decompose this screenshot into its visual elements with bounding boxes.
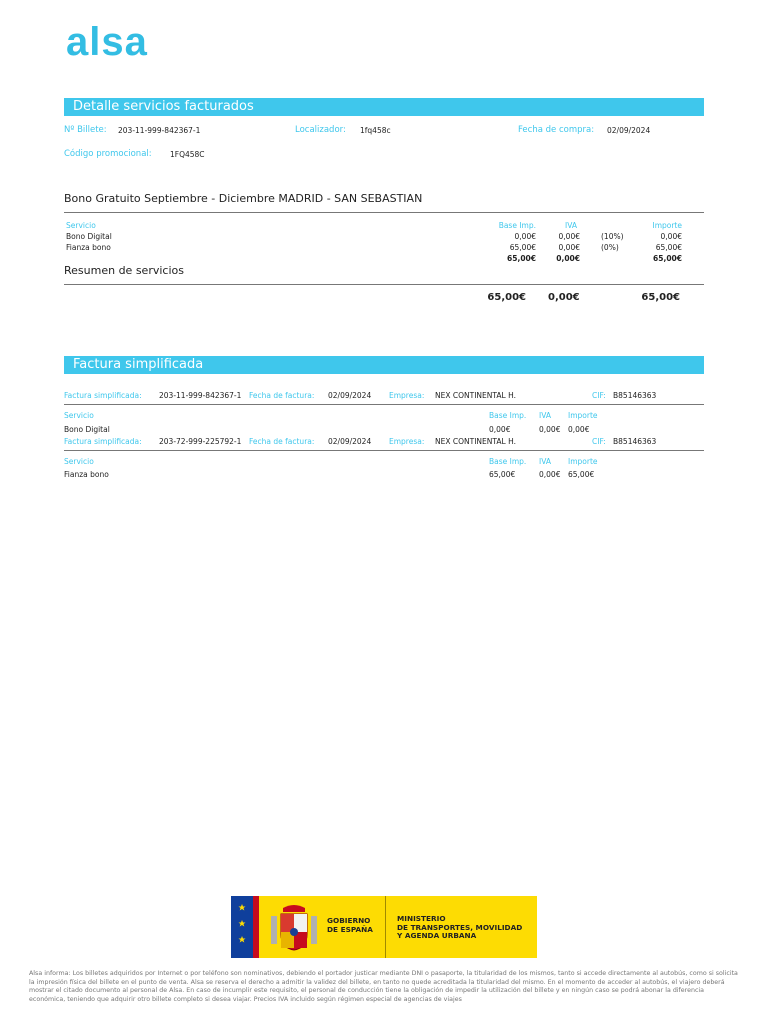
bono-title: Bono Gratuito Septiembre - Diciembre MADRID - SAN SEBASTIAN: [64, 192, 423, 205]
factura-number: 203-72-999-225792-1: [159, 437, 242, 446]
iva-pct-cell: (10%): [601, 232, 624, 241]
spain-flag-stripe: [253, 896, 259, 958]
billete-value: 203-11-999-842367-1: [118, 126, 201, 135]
servicio-cell: Bono Digital: [64, 425, 110, 434]
subtotal-base: 65,00€: [507, 254, 536, 263]
resumen-base: 65,00€: [487, 292, 526, 303]
localizador-label: Localizador:: [295, 125, 346, 135]
factura-label: Factura simplificada:: [64, 437, 142, 446]
localizador-value: 1fq458c: [360, 126, 391, 135]
empresa-label: Empresa:: [389, 391, 425, 400]
divider: [64, 404, 704, 405]
base-cell: 65,00€: [509, 243, 536, 252]
col-header-importe: Importe: [652, 221, 682, 230]
importe-cell: 0,00€: [568, 425, 590, 434]
iva-cell: 0,00€: [539, 470, 561, 479]
fecha-factura-value: 02/09/2024: [328, 437, 372, 446]
col-header-base: Base Imp.: [489, 411, 527, 420]
col-header-base: Base Imp.: [489, 457, 527, 466]
subtotal-iva: 0,00€: [556, 254, 580, 263]
divider: [64, 212, 704, 213]
ministerio-line: DE TRANSPORTES, MOVILIDAD: [397, 922, 523, 932]
col-header-base: Base Imp.: [498, 221, 536, 230]
empresa-label: Empresa:: [389, 437, 425, 446]
codigo-promocional-value: 1FQ458C: [170, 150, 205, 159]
coat-of-arms-icon: [269, 902, 319, 952]
cif-value: B85146363: [613, 391, 657, 400]
importe-cell: 65,00€: [655, 243, 682, 252]
alsa-logo: alsa: [66, 20, 148, 64]
divider: [64, 284, 704, 285]
gobierno-espana-banner: [231, 896, 537, 958]
col-header-importe: Importe: [568, 457, 598, 466]
iva-pct-cell: (0%): [601, 243, 619, 252]
iva-cell: 0,00€: [558, 243, 580, 252]
col-header-servicio: Servicio: [64, 411, 94, 420]
gobierno-line: DE ESPAÑA: [327, 924, 373, 934]
factura-label: Factura simplificada:: [64, 391, 142, 400]
servicio-cell: Fianza bono: [64, 470, 109, 479]
col-header-iva: IVA: [565, 221, 577, 230]
cif-value: B85146363: [613, 437, 657, 446]
cif-label: CIF:: [592, 437, 606, 446]
servicio-cell: Bono Digital: [66, 232, 112, 241]
banner-divider: [385, 896, 386, 958]
ministerio-text: [397, 915, 522, 941]
importe-cell: 0,00€: [660, 232, 682, 241]
iva-cell: 0,00€: [558, 232, 580, 241]
fecha-factura-label: Fecha de factura:: [249, 391, 315, 400]
base-cell: 0,00€: [514, 232, 536, 241]
cif-label: CIF:: [592, 391, 606, 400]
col-header-iva: IVA: [539, 457, 551, 466]
empresa-value: NEX CONTINENTAL H.: [435, 437, 516, 446]
section-header-detalle: Detalle servicios facturados: [64, 98, 704, 116]
legal-footer: Alsa informa: Los billetes adquiridos por Internet o por teléfono son nominativos, debiendo el portador justicar mediante DNI o pasaporte, la titularidad de los mismos, tanto si accede directamente al autobús, como si solicita la impresión física del billete en el punto de venta. Alsa se reserva el derecho a admitir la validez del billete, en tanto no quede acreditada la titularidad del mismo. En el momento de acceder al autobús, el viajero deberá mostrar el citado documento al personal de Alsa. En caso de incumplir este requisito, el personal de conducción tiene la obligación de impedir la utilización del billete y en ningún caso se podrá abonar la diferencia económica, teniendo que adquirir otro billete completo si desea viajar. Precios IVA incluido según régimen especial de agencias de viajes: [29, 970, 738, 1003]
iva-cell: 0,00€: [539, 425, 561, 434]
importe-cell: 65,00€: [568, 470, 595, 479]
empresa-value: NEX CONTINENTAL H.: [435, 391, 516, 400]
fecha-factura-value: 02/09/2024: [328, 391, 372, 400]
resumen-title: Resumen de servicios: [64, 264, 184, 277]
resumen-iva: 0,00€: [548, 292, 580, 303]
subtotal-importe: 65,00€: [653, 254, 682, 263]
billete-label: Nº Billete:: [64, 125, 107, 135]
codigo-promocional-label: Código promocional:: [64, 149, 152, 159]
ministerio-line: MINISTERIO: [397, 914, 446, 923]
col-header-servicio: Servicio: [64, 457, 94, 466]
eu-flag-icon: [231, 896, 253, 958]
fecha-compra-label: Fecha de compra:: [518, 125, 595, 135]
servicio-cell: Fianza bono: [66, 243, 111, 252]
col-header-servicio: Servicio: [66, 221, 96, 230]
col-header-iva: IVA: [539, 411, 551, 420]
resumen-importe: 65,00€: [641, 292, 680, 303]
ministerio-line: Y AGENDA URBANA: [397, 931, 477, 940]
col-header-importe: Importe: [568, 411, 598, 420]
divider: [64, 450, 704, 451]
gobierno-line: GOBIERNO: [327, 916, 371, 925]
fecha-factura-label: Fecha de factura:: [249, 437, 315, 446]
section-header-factura: Factura simplificada: [64, 356, 704, 374]
fecha-compra-value: 02/09/2024: [607, 126, 651, 135]
base-cell: 0,00€: [489, 425, 511, 434]
base-cell: 65,00€: [489, 470, 516, 479]
gobierno-text: [327, 917, 373, 934]
factura-number: 203-11-999-842367-1: [159, 391, 242, 400]
